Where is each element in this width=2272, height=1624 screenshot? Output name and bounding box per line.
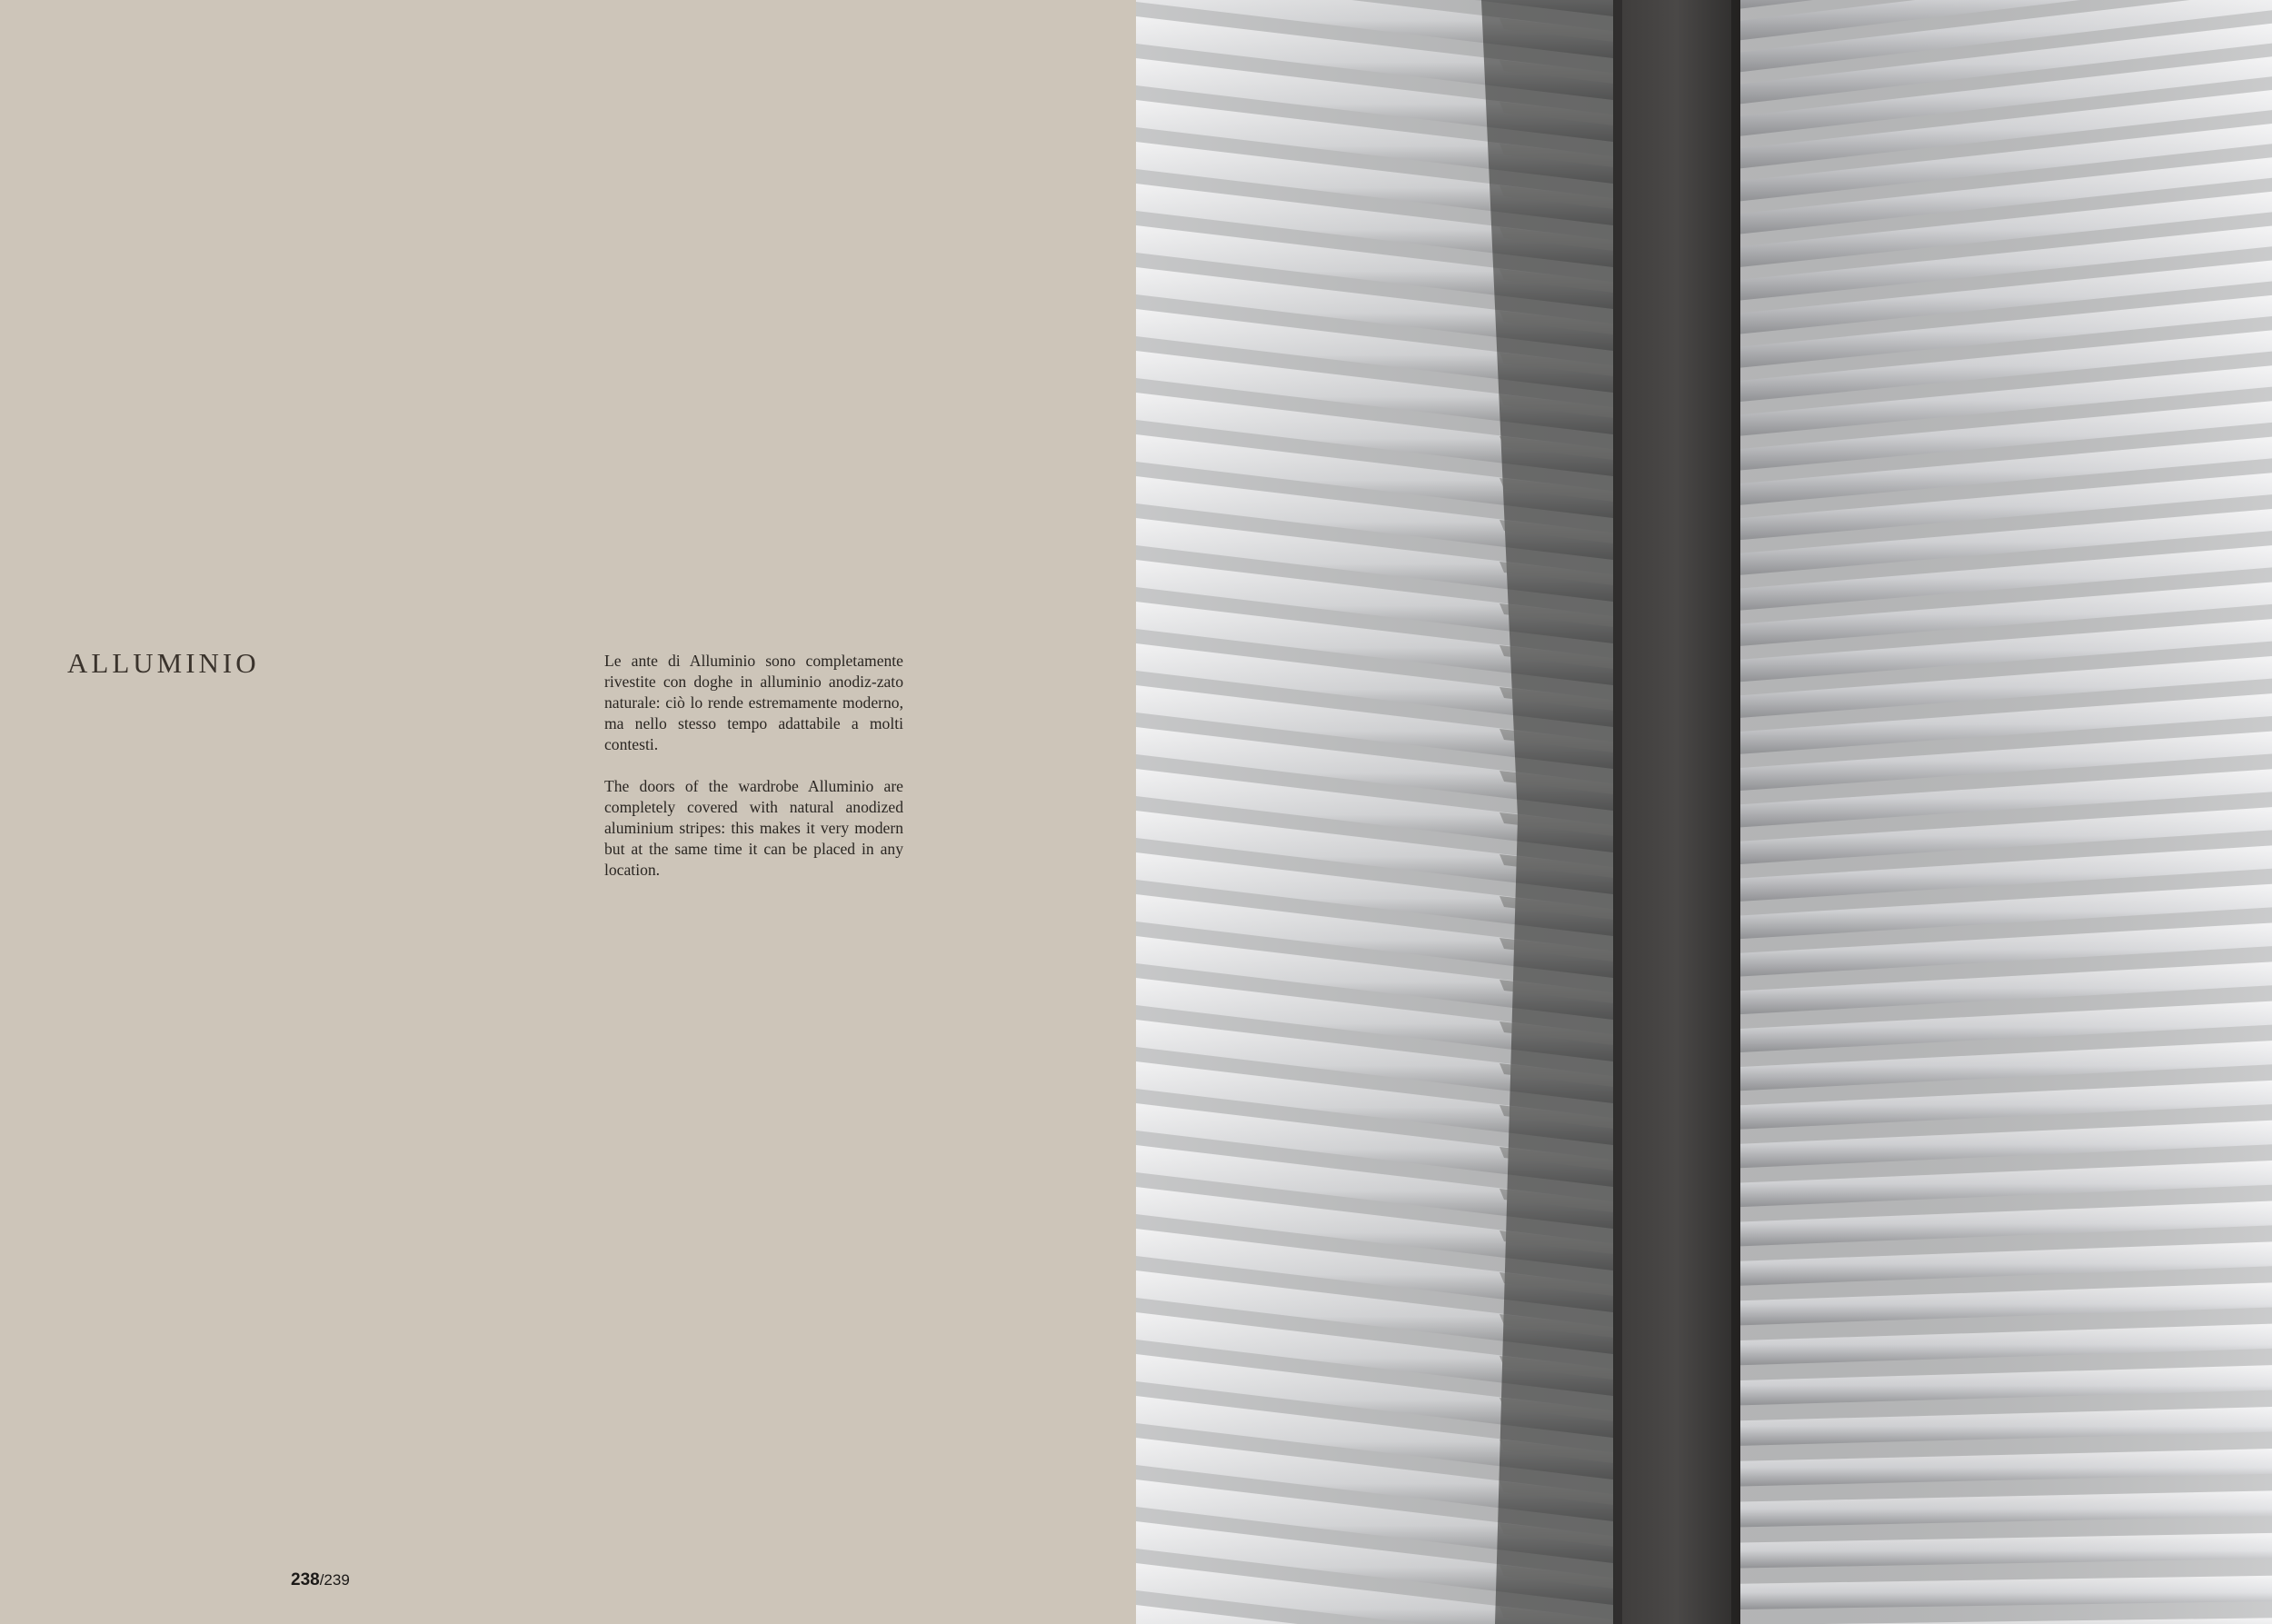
right-door bbox=[1740, 0, 2272, 1624]
right-door-light bbox=[1740, 0, 2272, 1624]
page-number bbox=[291, 1570, 350, 1590]
right-page bbox=[1136, 0, 2272, 1624]
door-gap bbox=[1613, 0, 1740, 1624]
gap-edge-left bbox=[1613, 0, 1622, 1624]
aluminium-doors-photo bbox=[1136, 0, 2272, 1624]
section-title: ALLUMINIO bbox=[67, 647, 260, 679]
paragraph-english: The doors of the wardrobe Alluminio are completely covered with natural anodized aluminium stripes: this makes it very modern but at the same time it can be placed in any location. bbox=[604, 777, 903, 879]
paragraph-italian: Le ante di Alluminio sono completamente rivestite con doghe in alluminio anodiz-zato naturale: ciò lo rende estremamente moderno, ma nello stesso tempo adattabile a molti contesti. bbox=[604, 652, 903, 753]
description-text bbox=[604, 651, 903, 902]
gap-edge-right bbox=[1731, 0, 1740, 1624]
page-total: /239 bbox=[319, 1571, 350, 1589]
page-current: 238 bbox=[291, 1570, 320, 1589]
